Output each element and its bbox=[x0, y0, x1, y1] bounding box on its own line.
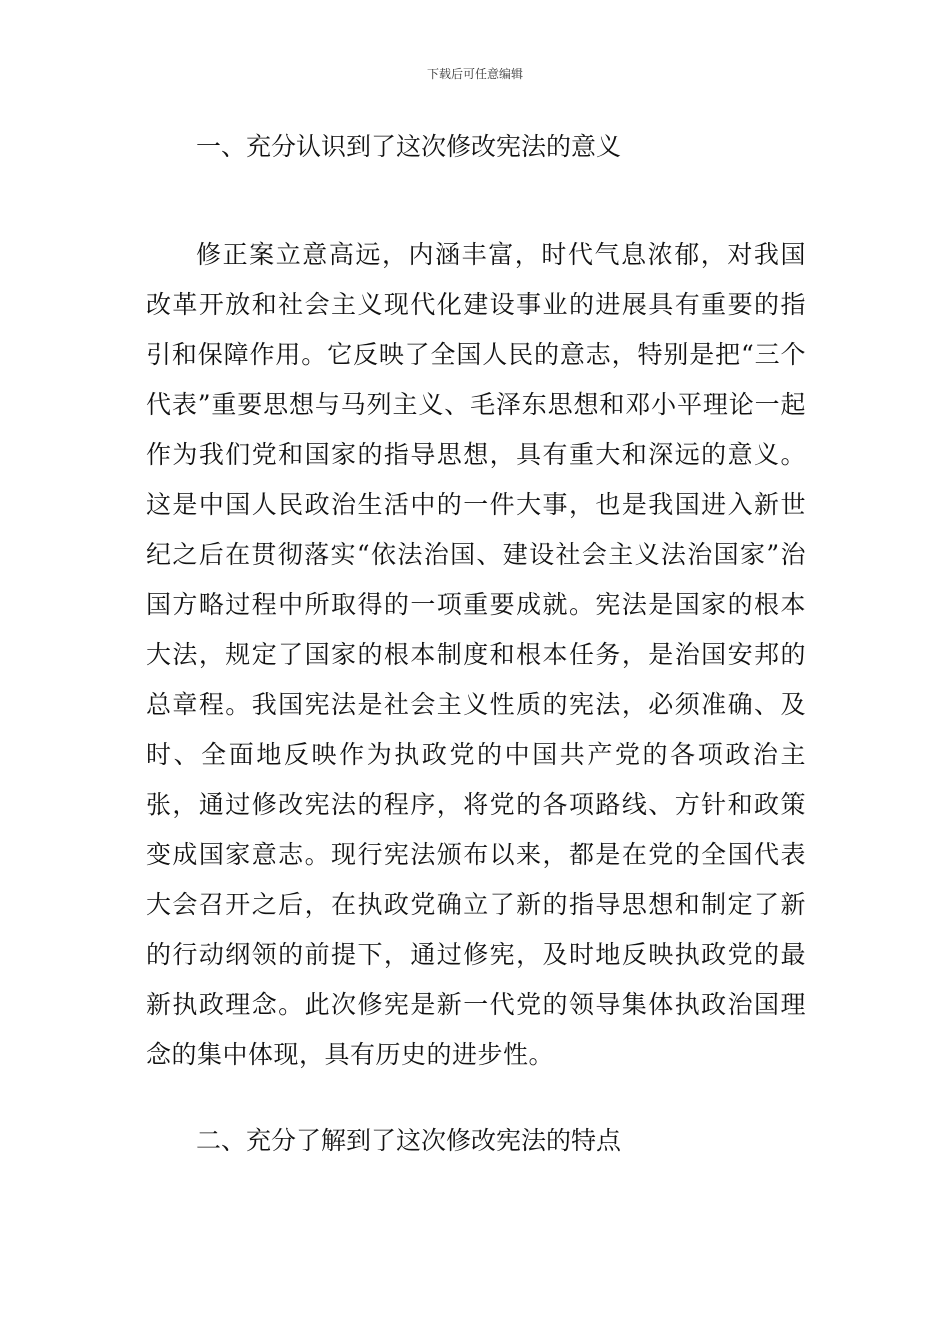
section-heading-1: 一、充分认识到了这次修改宪法的意义 bbox=[196, 132, 622, 161]
header-note: 下载后可任意编辑 bbox=[426, 67, 523, 81]
section-heading-2: 二、充分了解到了这次修改宪法的特点 bbox=[196, 1126, 622, 1155]
section-paragraph-1: 修正案立意高远，内涵丰富，时代气息浓郁，对我国改革开放和社会主义现代化建设事业的进展具有重要的指引和保障作用。它反映了全国人民的意志，特别是把“三个代表”重要思想与马列主义、毛泽东思想和邓小平理论一起作为我们党和国家的指导思想，具有重大和深远的意义。这是中国人民政治生活中的一件大事，也是我国进入新世纪之后在贯彻落实“依法治国、建设社会主义法治国家”治国方略过程中所取得的一项重要成就。宪法是国家的根本大法，规定了国家的根本制度和根本任务，是治国安邦的总章程。我国宪法是社会主义性质的宪法，必须准确、及时、全面地反映作为执政党的中国共产党的各项政治主张，通过修改宪法的程序，将党的各项路线、方针和政策变成国家意志。现行宪法颁布以来，都是在党的全国代表大会召开之后，在执政党确立了新的指导思想和制定了新的行动纲领的前提下，通过修宪，及时地反映执政党的最新执政理念。此次修宪是新一代党的领导集体执政治国理念的集中体现，具有历史的进步性。 bbox=[146, 240, 806, 1069]
